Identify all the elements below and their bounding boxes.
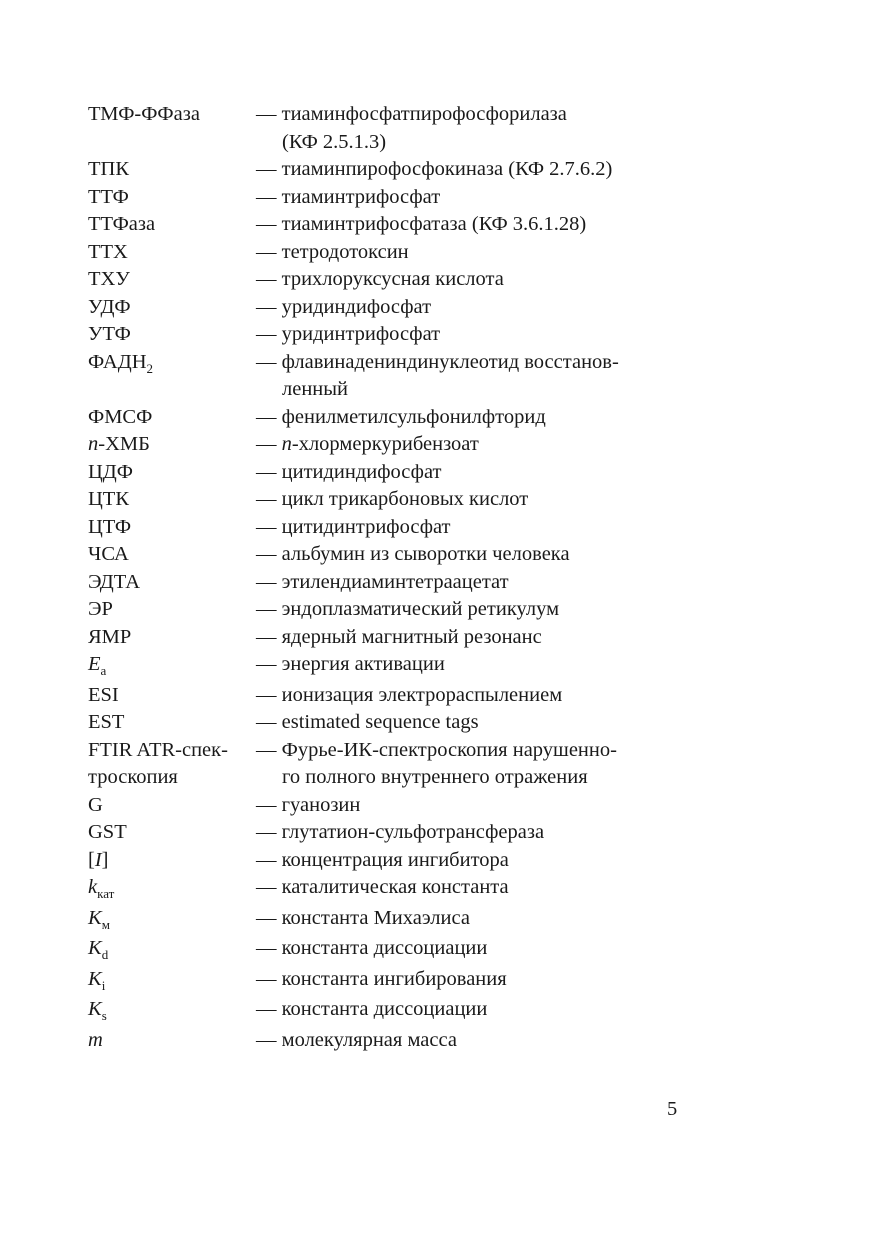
abbreviation: ТТХ <box>88 240 128 263</box>
entry-ctf <box>88 514 688 542</box>
definition: — флавинадениндинуклеотид восстанов- ленный <box>256 350 619 400</box>
definition: — молекулярная масса <box>256 1028 457 1051</box>
entry-esi <box>88 682 688 710</box>
definition: — цитидинтрифосфат <box>256 515 451 538</box>
entry-n-hmb <box>88 431 688 459</box>
abbreviation <box>88 431 256 459</box>
abbreviation: ТТФаза <box>88 213 156 235</box>
definition: — тиаминтрифосфатаза (КФ 3.6.1.28) <box>256 213 587 235</box>
abbreviation: ЭР <box>88 598 113 620</box>
abbreviation: ФМСФ <box>88 405 153 428</box>
entry-kcat <box>88 874 688 902</box>
abbreviation: FTIR ATR-спек- троскопия <box>88 738 228 788</box>
abbreviation-list <box>88 101 688 1054</box>
entry-km <box>88 905 688 933</box>
abbreviation <box>88 349 256 377</box>
definition: — каталитическая константа <box>256 876 509 898</box>
entry-er <box>88 596 688 624</box>
abbreviation-text: -ХМБ <box>98 433 150 455</box>
abbreviation: GST <box>88 821 127 843</box>
definition: — Фурье-ИК-спектроскопия нарушенно- го полного внутреннего отражения <box>256 738 617 788</box>
abbreviation: ЦТК <box>88 488 129 510</box>
subscript: a <box>100 663 107 678</box>
definition: — ионизация электрораспылением <box>256 683 563 706</box>
abbreviation: ЧСА <box>88 543 129 565</box>
entry-thu <box>88 266 688 294</box>
entry-chsa <box>88 541 688 569</box>
entry-g <box>88 792 688 820</box>
definition: — уридинтрифосфат <box>256 323 441 345</box>
entry-inhibitor-concentration <box>88 847 688 875</box>
entry-udf <box>88 294 688 322</box>
abbreviation <box>88 905 256 933</box>
definition: — уридиндифосфат <box>256 295 432 318</box>
definition: — константа Михаэлиса <box>256 906 470 929</box>
entry-kd <box>88 935 688 963</box>
entry-cdf <box>88 459 688 487</box>
entry-ttf <box>88 184 688 212</box>
entry-utf <box>88 321 688 349</box>
entry-gst <box>88 819 688 847</box>
abbreviation: УДФ <box>88 295 131 318</box>
subscript: d <box>101 947 109 962</box>
entry-ftir-atr <box>88 737 688 792</box>
entry-est <box>88 709 688 737</box>
definition: — этилендиаминтетраацетат <box>256 570 509 593</box>
definition: — концентрация ингибитора <box>256 848 509 871</box>
abbreviation: ESI <box>88 683 119 706</box>
abbreviation <box>88 966 256 994</box>
abbreviation: ТТФ <box>88 185 129 208</box>
abbreviation-italic: K <box>88 967 102 990</box>
definition: — цитидиндифосфат <box>256 460 442 483</box>
entry-ki <box>88 966 688 994</box>
definition: — тиаминтрифосфат <box>256 185 441 208</box>
abbreviation: ЦДФ <box>88 460 133 483</box>
definition: — альбумин из сыворотки человека <box>256 543 570 565</box>
definition: — глутатион-сульфотрансфераза <box>256 821 545 843</box>
definition: — цикл трикарбоновых кислот <box>256 488 529 510</box>
abbreviation-italic: K <box>88 937 102 959</box>
entry-fmsf <box>88 404 688 432</box>
definition: — гуанозин <box>256 793 361 816</box>
abbreviation-italic: k <box>88 876 98 898</box>
abbreviation <box>88 847 256 875</box>
definition: — тетродотоксин <box>256 240 409 263</box>
definition: — n-хлормеркурибензоат <box>256 433 479 455</box>
bracket-close: ] <box>101 848 109 871</box>
abbreviation-italic: K <box>88 906 102 929</box>
abbreviation: G <box>88 793 103 816</box>
definition: — фенилметилсульфонилфторид <box>256 405 546 428</box>
entry-ttfaza <box>88 211 688 239</box>
definition: — константа диссоциации <box>256 937 488 959</box>
abbreviation: ЯМР <box>88 625 132 648</box>
definition: — тиаминфосфатпирофосфорилаза (КФ 2.5.1.3) <box>256 103 567 153</box>
definition-italic: n <box>281 433 292 455</box>
definition: — трихлоруксусная кислота <box>256 268 504 290</box>
entry-tmf-ffaza <box>88 101 688 156</box>
abbreviation: ТМФ-ФФаза <box>88 103 200 125</box>
abbreviation <box>88 996 256 1024</box>
abbreviation <box>88 651 256 679</box>
entry-edta <box>88 569 688 597</box>
entry-m <box>88 1027 688 1055</box>
subscript: i <box>101 977 106 993</box>
abbreviation: ЭДТА <box>88 570 141 593</box>
abbreviation: EST <box>88 711 125 733</box>
entry-ks <box>88 996 688 1024</box>
abbreviation <box>88 874 256 902</box>
abbreviation-italic: n <box>88 433 99 455</box>
abbreviation-italic: I <box>94 848 102 871</box>
definition: — константа диссоциации <box>256 998 488 1020</box>
abbreviation: ТХУ <box>88 268 130 290</box>
abbreviation: УТФ <box>88 323 131 345</box>
abbreviation: ЦТФ <box>88 515 132 538</box>
abbreviation: ТПК <box>88 158 129 180</box>
entry-ea <box>88 651 688 679</box>
definition: — тиаминпирофосфокиназа (КФ 2.7.6.2) <box>256 158 613 180</box>
abbreviation: m <box>88 1028 103 1051</box>
abbreviation <box>88 935 256 963</box>
entry-ttx <box>88 239 688 267</box>
abbreviation-italic: E <box>88 653 101 675</box>
bracket-open: [ <box>88 848 95 871</box>
subscript: 2 <box>146 360 153 376</box>
definition: — константа ингибирования <box>256 967 507 990</box>
page-number: 5 <box>667 1098 678 1120</box>
definition: — энергия активации <box>256 653 445 675</box>
definition: — эндоплазматический ретикулум <box>256 598 560 620</box>
abbreviation-text: ФАДН <box>88 350 147 373</box>
definition-text: -хлормеркурибензоат <box>291 433 479 455</box>
entry-tpk <box>88 156 688 184</box>
abbreviation-italic: K <box>88 998 102 1020</box>
entry-yamr <box>88 624 688 652</box>
definition: — ядерный магнитный резонанс <box>256 625 542 648</box>
subscript: м <box>101 916 110 932</box>
entry-fadn2 <box>88 349 688 404</box>
definition: — estimated sequence tags <box>256 711 479 733</box>
subscript: s <box>101 1008 107 1023</box>
entry-ctk <box>88 486 688 514</box>
subscript: кат <box>97 886 115 901</box>
